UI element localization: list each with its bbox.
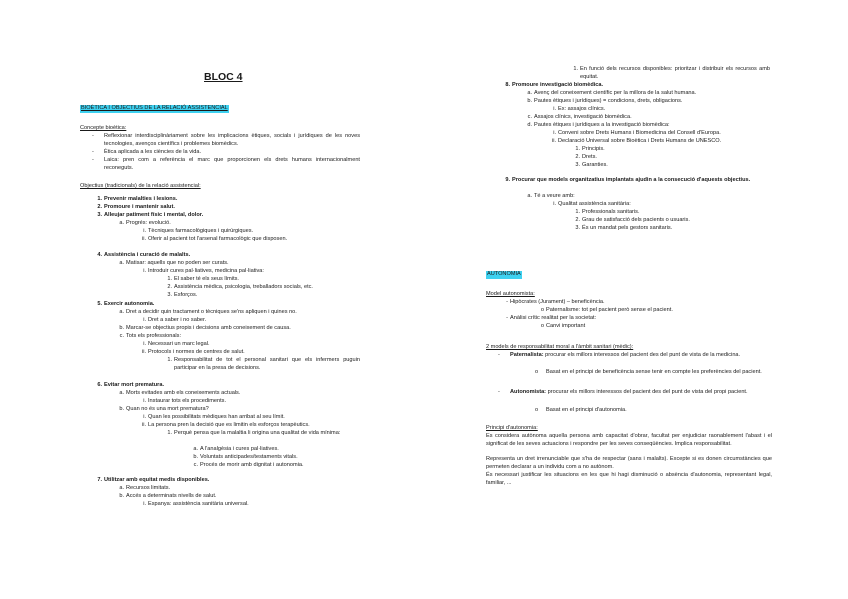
list-marker: i. xyxy=(143,268,146,274)
list-item: Exercir autonomia. xyxy=(104,301,155,307)
list-item: Grau de satisfacció dels pacients o usuaris. xyxy=(582,217,690,223)
list-marker: a. xyxy=(527,90,532,96)
list-item: Drets. xyxy=(582,154,597,160)
page-title: BLOC 4 xyxy=(204,71,243,83)
list-marker: 1. xyxy=(575,209,580,215)
list-item: Paternalisme: tot pel pacient però sense el pacient. xyxy=(546,307,673,313)
list-item: Dret a decidir quin tractament o tècniques se'ns apliquen i quines no. xyxy=(126,309,297,315)
list-item: Necessari un marc legal. xyxy=(148,341,210,347)
dos-models-heading: 2 models de responsabilitat moral a l'àmbit sanitari (mèdic): xyxy=(486,344,634,350)
list-item: Alleujar patiment físic i mental, dolor. xyxy=(104,212,204,218)
paternalista-label: Paternalista: xyxy=(510,352,544,358)
principi-paragraph: És necessari justificar les situacions en les que hi hagi disminució o absència d'autonomia, representant legal, familiar, ... xyxy=(486,472,772,486)
list-marker: 3. xyxy=(575,162,580,168)
list-item: Principis. xyxy=(582,146,605,152)
list-item: Recursos limitats. xyxy=(126,485,171,491)
list-item: Qualitat assistència sanitària: xyxy=(558,201,631,207)
autonomista-text: procurar els millors interessos del pacient des del punt de vista del propi pacient. xyxy=(547,389,748,395)
right-page xyxy=(424,0,848,599)
list-item: Voluntats anticipades/testaments vitals. xyxy=(200,454,298,460)
list-item: Perquè pensa que la malaltia li origina una qualitat de vida mínima: xyxy=(174,430,341,436)
bullet-dash: - xyxy=(498,389,500,395)
list-marker: i. xyxy=(143,228,146,234)
list-item: Declaració Universal sobre Bioètica i Drets Humans de UNESCO. xyxy=(558,138,722,144)
list-item: Pautes ètiques i jurídiques a la investigació biomèdica: xyxy=(534,122,670,128)
list-item: A l'analgèsia i cures pal·liatives. xyxy=(200,446,279,452)
concepte-item: Laica: pren com a referència el marc que proporcionen els drets humans internacionalment reconeguts. xyxy=(104,157,360,171)
list-item: Instaurar tots els procediments. xyxy=(148,398,227,404)
bullet-dash: - xyxy=(92,133,94,139)
list-marker: ii. xyxy=(551,138,556,144)
list-item: El saber té els seus límits. xyxy=(174,276,239,282)
list-marker: ii. xyxy=(141,349,146,355)
list-item: Introduir cures pal·liatives, medicina pal·liativa: xyxy=(148,268,264,274)
list-marker: c. xyxy=(119,333,124,339)
list-marker: a. xyxy=(119,390,124,396)
concepte-item: Ètica aplicada a les ciències de la vida. xyxy=(104,149,202,155)
list-marker: 2. xyxy=(97,204,102,210)
list-marker: ii. xyxy=(141,422,146,428)
list-marker: 1. xyxy=(575,146,580,152)
list-marker: 3. xyxy=(575,225,580,231)
list-marker: 1. xyxy=(167,357,172,363)
paternalista-text: procurar els millors interessos del pacient des del punt de vista de la medicina. xyxy=(545,352,741,358)
list-item: Pautes ètiques i jurídiques) = condicions, drets, obligacions. xyxy=(534,98,683,104)
list-item: En funció dels recursos disponibles: prioritzar i distribuir els recursos amb equitat. xyxy=(580,66,770,80)
list-marker: i. xyxy=(143,501,146,507)
concepte-heading: Concepte bioètica: xyxy=(80,125,127,131)
list-marker: 3. xyxy=(97,212,102,218)
list-marker: i. xyxy=(553,130,556,136)
list-marker: 5. xyxy=(97,301,102,307)
list-marker: a. xyxy=(193,446,198,452)
list-item: Avenç del coneixement científic per la millora de la salut humana. xyxy=(534,90,697,96)
list-item: Oferir al pacient tot l'arsenal farmacològic que disposen. xyxy=(148,236,288,242)
list-item: Protocols i normes de centres de salut. xyxy=(148,349,245,355)
list-marker: 8. xyxy=(505,82,510,88)
list-item: Assistència mèdica, psicologia, treballadors socials, etc. xyxy=(174,284,313,290)
list-item: Tots els professionals: xyxy=(126,333,182,339)
list-item: Matisar: aquells que no poden ser curats. xyxy=(126,260,229,266)
list-marker: 7. xyxy=(97,477,102,483)
bullet-o: o xyxy=(535,369,539,375)
list-marker: - xyxy=(506,299,508,305)
list-marker: b. xyxy=(119,325,124,331)
list-item: Assistència i curació de malalts. xyxy=(104,252,191,258)
list-marker: o xyxy=(540,323,544,329)
list-marker: 6. xyxy=(97,382,102,388)
list-item: Utilitzar amb equitat medis disponibles. xyxy=(104,477,210,483)
list-item: Tècniques farmacològiques i quirúrgiques. xyxy=(148,228,254,234)
list-marker: 1. xyxy=(167,276,172,282)
list-marker: b. xyxy=(527,98,532,104)
principi-paragraph: Es considera autònoma aquella persona amb capacitat d'obrar, facultat per enjudiciar raonablement l'abast i el significat de les seves actuacions i respondre per les seves conseqüències. Implica responsabilitat. xyxy=(486,433,772,447)
list-item: Morts evitades amb els coneixements actuals. xyxy=(126,390,241,396)
list-marker: - xyxy=(506,315,508,321)
list-item: Esforços. xyxy=(174,292,198,298)
list-item: Espanya: assistència sanitària universal. xyxy=(148,501,249,507)
list-marker: a. xyxy=(119,309,124,315)
list-marker: b. xyxy=(119,493,124,499)
concepte-item: Reflexionar interdisciplinàriament sobre les implicacions ètiques, socials i jurídiques de les noves tecnologies, avenços científics i problemes biomèdics. xyxy=(104,133,360,147)
list-item: Té a veure amb: xyxy=(534,193,575,199)
list-item: Hipòcrates (Jurament) – beneficència. xyxy=(510,299,605,305)
section-heading-autonomia: AUTONOMIA xyxy=(487,271,521,277)
bullet-dash: - xyxy=(92,157,94,163)
bullet-dash: - xyxy=(92,149,94,155)
model-heading: Model autonomista: xyxy=(486,291,535,297)
list-marker: i. xyxy=(553,201,556,207)
objectius-heading: Objectius (tradicionals) de la relació assistencial: xyxy=(80,183,201,189)
list-item: Ex: assajos clínics. xyxy=(558,106,606,112)
principi-paragraph: Representa un dret irrenunciable que s'ha de respectar (sans i malalts). Excepte si es donen circumstàncies que permeten declarar a un individu com a no autònom. xyxy=(486,456,772,470)
list-marker: a. xyxy=(119,260,124,266)
bullet-o: o xyxy=(535,407,539,413)
list-marker: a. xyxy=(119,485,124,491)
list-marker: i. xyxy=(143,414,146,420)
list-marker: c. xyxy=(527,114,532,120)
autonomista-item xyxy=(510,389,772,397)
list-marker: 1. xyxy=(167,430,172,436)
section-heading-bioetica: BIOÈTICA I OBJECTIUS DE LA RELACIÓ ASSISTENCIAL xyxy=(81,105,228,111)
list-item: Professionals sanitaris. xyxy=(582,209,640,215)
list-marker: ii. xyxy=(141,236,146,242)
list-item: La persona pren la decisió que es limitin els esforços terapèutics. xyxy=(148,422,310,428)
paternalista-item xyxy=(510,352,772,360)
autonomista-sub: Basat en el principi d'autonomia. xyxy=(546,407,627,413)
list-item: Assajos clínics, investigació biomèdica. xyxy=(534,114,632,120)
bullet-dash: - xyxy=(498,352,500,358)
list-item: Responsabilitat de tot el personal sanitari que els infermers puguin participar en la presa de decisions. xyxy=(174,357,360,371)
list-marker: 2. xyxy=(575,154,580,160)
list-item: Evitar mort prematura. xyxy=(104,382,164,388)
list-marker: b. xyxy=(193,454,198,460)
list-item: Procés de morir amb dignitat i autonomia. xyxy=(200,462,304,468)
list-marker: 1. xyxy=(573,66,578,72)
list-item: Procurar que models organitzatius implantats ajudin a la consecució d'aquests objectius. xyxy=(512,177,751,183)
list-item: Quan les possibilitats mèdiques han arribat al seu límit. xyxy=(148,414,285,420)
list-item: Conveni sobre Drets Humans i Biomedicina del Consell d'Europa. xyxy=(558,130,721,136)
list-item: Prevenir malalties i lesions. xyxy=(104,196,178,202)
list-item: Dret a saber i no saber. xyxy=(148,317,207,323)
list-marker: 2. xyxy=(575,217,580,223)
list-marker: o xyxy=(540,307,544,313)
list-marker: i. xyxy=(143,398,146,404)
list-item: Promoure investigació biomèdica. xyxy=(512,82,604,88)
list-marker: 3. xyxy=(167,292,172,298)
list-item: Progrés: evolució. xyxy=(126,220,171,226)
list-item: Garanties. xyxy=(582,162,608,168)
list-marker: a. xyxy=(119,220,124,226)
list-marker: c. xyxy=(193,462,198,468)
list-marker: i. xyxy=(553,106,556,112)
list-item: Accés a determinats nivells de salut. xyxy=(126,493,217,499)
list-item: Quan no és una mort prematura? xyxy=(126,406,209,412)
list-marker: b. xyxy=(119,406,124,412)
list-marker: 1. xyxy=(97,196,102,202)
list-marker: 4. xyxy=(97,252,102,258)
list-marker: i. xyxy=(143,317,146,323)
list-item: Marcar-se objectius propis i decisions amb coneixement de causa. xyxy=(126,325,291,331)
list-item: Anàlisi crític realitat per la societat: xyxy=(510,315,597,321)
list-marker: i. xyxy=(143,341,146,347)
list-item: Promoure i mantenir salut. xyxy=(104,204,175,210)
list-marker: 9. xyxy=(505,177,510,183)
list-marker: 2. xyxy=(167,284,172,290)
paternalista-sub: Basat en el principi de beneficència sense tenir en compte les preferències del pacient. xyxy=(546,369,762,375)
list-item: Canvi important xyxy=(546,323,586,329)
list-item: És un mandat pels gestors sanitaris. xyxy=(582,225,673,231)
list-marker: d. xyxy=(527,122,532,128)
list-marker: a. xyxy=(527,193,532,199)
principi-heading: Principi d'autonomia: xyxy=(486,425,538,431)
autonomista-label: Autonomista: xyxy=(510,389,547,395)
